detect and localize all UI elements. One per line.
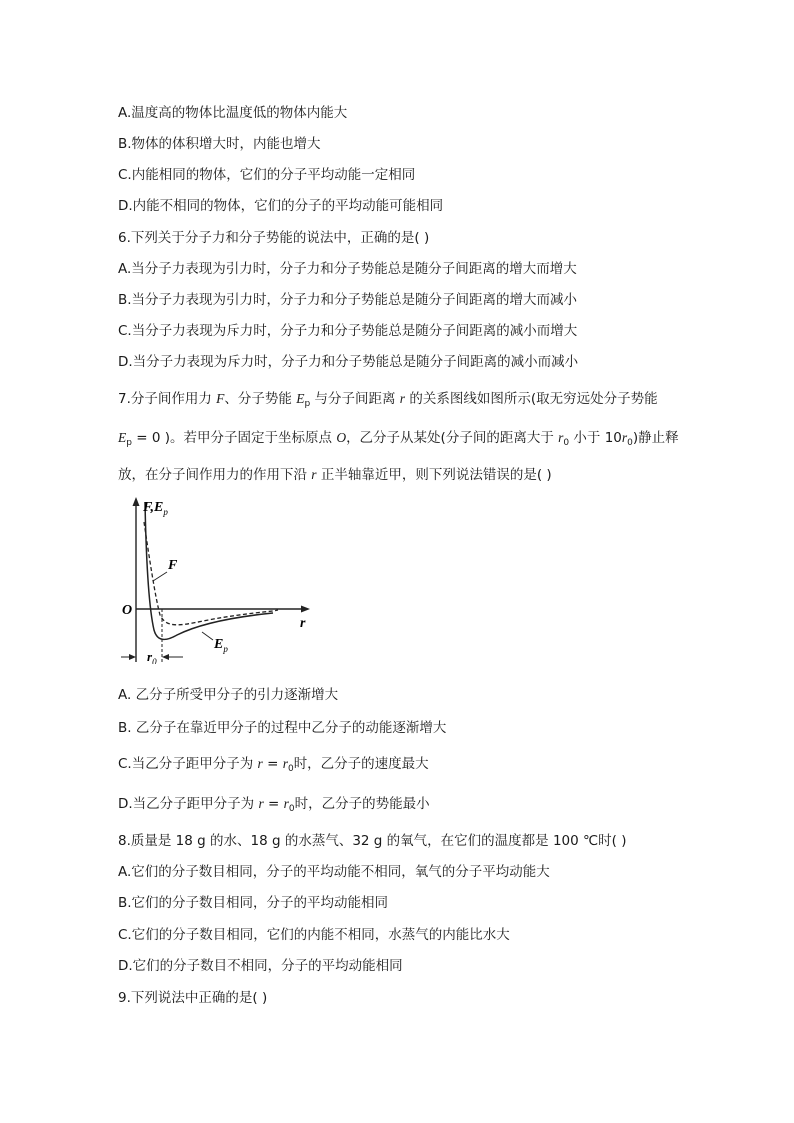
q5-option-b: B.物体的体积增大时，内能也增大 [118,136,321,152]
q8-option-b: B.它们的分子数目相同，分子的平均动能相同 [118,895,389,911]
y-axis-label: $F,E_p$ [143,500,168,517]
r0-arrow-left-icon [129,654,136,660]
q6-option-b: B.当分子力表现为引力时，分子力和分子势能总是随分子间距离的增大而减小 [118,292,578,308]
origin-label: O [122,603,133,618]
x-axis-label: r [300,616,306,631]
q7-stem-line2: $E_p = 0$ )。若甲分子固定于坐标原点 O，乙分子从某处(分子间的距离大于 $r_0$ 小于 $10r_0$)静止释 [118,430,679,448]
q7-option-b: B. 乙分子在靠近甲分子的过程中乙分子的动能逐渐增大 [118,720,447,736]
q9-stem: 9.下列说法中正确的是( ) [118,990,268,1006]
f-curve-label: F [168,558,178,573]
q8-option-a: A.它们的分子数目相同，分子的平均动能不相同，氧气的分子平均动能大 [118,864,550,880]
x-axis-arrow-icon [301,606,310,613]
q6-option-a: A.当分子力表现为引力时，分子力和分子势能总是随分子间距离的增大而增大 [118,261,577,277]
q8-option-d: D.它们的分子数目不相同，分子的平均动能相同 [118,958,403,974]
ep-curve [145,502,273,639]
f-leader-line [153,572,167,581]
q7-option-c: C.当乙分子距甲分子为 $r = r_0$时，乙分子的速度最大 [118,756,429,774]
ep-curve-label: $E_p$ [214,637,228,654]
q6-option-d: D.当分子力表现为斥力时，分子力和分子势能总是随分子间距离的减小而减小 [118,354,579,370]
q7-stem-line1: 7.分子间作用力 F、分子势能 $E_p$ 与分子间距离 r 的关系图线如图所示(取无穷远处分子势能 [118,391,658,409]
q8-option-c: C.它们的分子数目相同，它们的内能不相同，水蒸气的内能比水大 [118,927,510,943]
q7-option-a: A. 乙分子所受甲分子的引力逐渐增大 [118,687,339,703]
r0-arrow-right-icon [162,654,169,660]
force-potential-graph [113,494,323,664]
graph-svg [113,494,323,664]
ep-leader-line [202,632,213,640]
q5-option-a: A.温度高的物体比温度低的物体内能大 [118,105,348,121]
r0-label: $r_0$ [147,649,157,664]
q6-option-c: C.当分子力表现为斥力时，分子力和分子势能总是随分子间距离的减小而增大 [118,323,578,339]
q5-option-c: C.内能相同的物体，它们的分子平均动能一定相同 [118,167,416,183]
q7-option-d: D.当乙分子距甲分子为 $r = r_0$时，乙分子的势能最小 [118,796,430,814]
q5-option-d: D.内能不相同的物体，它们的分子的平均动能可能相同 [118,198,444,214]
y-axis-arrow-icon [133,497,140,506]
q7-stem-line3: 放，在分子间作用力的作用下沿 r 正半轴靠近甲，则下列说法错误的是( ) [118,467,552,483]
q8-stem: 8.质量是 18 g 的水、18 g 的水蒸气、32 g 的氧气，在它们的温度都是 100 ℃时( ) [118,833,627,849]
q6-stem: 6.下列关于分子力和分子势能的说法中，正确的是( ) [118,230,430,246]
